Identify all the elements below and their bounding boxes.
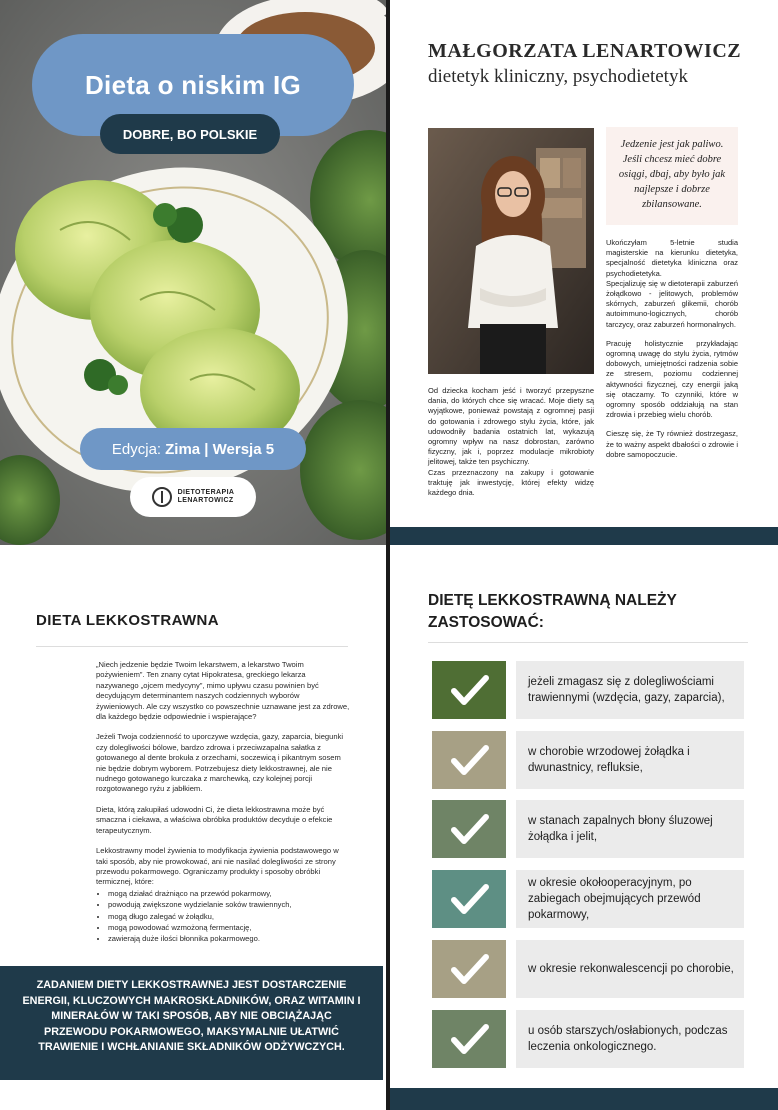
heading-divider xyxy=(428,642,748,643)
bio-paragraph: Cieszę się, że Ty również dostrzegasz, że to ważny aspekt dbałości o zdrowie i dobre samopoczucie. xyxy=(606,429,738,459)
diet-paragraph: Jeżeli Twoja codzienność to uporczywe wzdęcia, gazy, zaparcia, biegunki czy dolegliwości bólowe, bardzo zdrowa i przeciwzapalna sałatka z gotowanego al dente brokuła z orzechami, soczewicą i pikantnym sosem nie będzie dobrym wyborem. Potrzebujesz diety lekkostrawnej, ale nie nudnego gotowanego kurczaka z marchewką, czy kolejnej porcji rozgotowanego ryżu z jabłkiem. xyxy=(96,732,344,794)
check-tab xyxy=(432,731,506,789)
diet-heading: DIETA LEKKOSTRAWNA xyxy=(36,612,220,629)
bio-paragraph: Od dziecka kocham jeść i tworzyć przepyszne dania, do których chce się wracać. Moje diety są wyjątkowe, ponieważ powstają z ogromnej pasji do gotowania i zdrowego stylu życia, które, jak udowodniły badania ostatnich lat, wykazują ogromny wpływ na nasz dobrostan, zarówno fizyczny, jak i, poprzez modulacje mikrobioty jelitowej, także ten psychiczny. xyxy=(428,386,594,467)
check-tab xyxy=(432,800,506,858)
page-gutter-vertical xyxy=(386,0,390,1110)
checkmark-icon xyxy=(432,940,506,998)
edition-badge xyxy=(80,428,306,470)
logo-line-1: DIETOTERAPIA xyxy=(177,489,235,496)
bio-paragraph: Specjalizuję się w dietoterapii zaburzeń żołądkowo - jelitowych, problemów skórnych, zaburzeń glikemii, chorób autoimmuno-logicznych, chorób tarczycy, oraz zaburzeń hormonalnych. xyxy=(606,278,738,329)
bio-paragraph: Czas przeznaczony na zakupy i gotowanie traktuję jak inwestycję, której efekty widzę każdego dnia. xyxy=(428,467,594,498)
bio-paragraph: Pracuję holistycznie przykładając ogromną uwagę do stylu życia, rytmów dobowych, umiejętności radzenia sobie ze stresem, poziomu codziennej aktywności fizycznej, czy energii jaką się otaczamy. To czynniki, które w ogromny sposób oddziałują na stan zdrowia i przebieg wielu chorób. xyxy=(606,338,738,420)
author-bio-right xyxy=(606,238,738,469)
edition-value: Zima | Wersja 5 xyxy=(165,440,275,458)
checkmark-icon xyxy=(432,1010,506,1068)
diet-paragraph: Lekkostrawny model żywienia to modyfikacja żywienia podstawowego w taki sposób, aby nie prowokować, ani nie nasilać dolegliwości ze strony przewodu pokarmowego. Ograniczamy produkty i sposoby obróbki termicznej, które: xyxy=(96,846,339,887)
author-quote: Jedzenie jest jak paliwo. Jeśli chcesz mieć dobre osiągi, dbaj, aby było jak najlepsze i dobrze zbilansowane. xyxy=(606,127,738,225)
checklist-item-text: w okresie rekonwalescencji po chorobie, xyxy=(528,963,734,975)
author-bio-left xyxy=(428,386,594,498)
author-name: MAŁGORZATA LENARTOWICZ xyxy=(428,40,742,62)
checklist-item-text: u osób starszych/osłabionych, podczas leczenia onkologicznego. xyxy=(528,1025,728,1053)
cover-title: Dieta o niskim IG xyxy=(32,34,354,136)
list-item: • mogą działać drażniąco na przewód pokarmowy, xyxy=(108,889,350,899)
author-role: dietetyk kliniczny, psychodietetyk xyxy=(428,66,688,87)
checklist-item xyxy=(432,731,744,789)
checklist-item xyxy=(432,800,744,858)
checklist-item xyxy=(432,1010,744,1068)
checkmark-icon xyxy=(432,800,506,858)
checkmark-icon xyxy=(432,870,506,928)
apply-page xyxy=(390,560,778,1110)
diet-paragraph: „Niech jedzenie będzie Twoim lekarstwem, a lekarstwo Twoim pożywieniem”. Ten znany cytat Hipokratesa, greckiego lekarza nazywanego „ojcem medycyny”, mimo upływu czasu powinien być decydującym determinantem naszych codziennych wyborów żywieniowych. Ale czy wszystko co powszechnie uznawane jest za zdrowe, dla każdego będzie odpowiednie i wspierające? xyxy=(96,660,350,722)
diet-paragraph: Dieta, którą zakupiłaś udowodni Ci, że dieta lekkostrawna może być smaczna i ciekawa, a właściwa obróbka produktów decyduje o efekcie terapeutycznym. xyxy=(96,804,333,835)
list-item: • mogą długo zalegać w żołądku, xyxy=(108,912,350,922)
list-item: • zawierają duże ilości błonnika pokarmowego. xyxy=(108,934,350,944)
check-tab xyxy=(432,661,506,719)
page-footer-bar xyxy=(390,527,778,545)
diet-summary-banner: ZADANIEM DIETY LEKKOSTRAWNEJ JEST DOSTARCZENIE ENERGII, KLUCZOWYCH MAKROSKŁADNIKÓW, ORAZ WITAMIN I MINERAŁÓW W TAKI SPOSÓB, ABY NIE OBCIĄŻAJĄC PRZEWODU POKARMOWEGO, MAKSYMALNIE UŁATWIĆ TRAWIENIE I WCHŁANIANIE SKŁADNIKÓW ODŻYWCZYCH. xyxy=(0,966,383,1080)
list-item: • powodują zwiększone wydzielanie soków trawiennych, xyxy=(108,900,350,910)
apply-heading: DIETĘ LEKKOSTRAWNĄ NALEŻY ZASTOSOWAĆ: xyxy=(428,592,677,631)
author-page xyxy=(390,0,778,545)
logo-mark-icon xyxy=(152,487,172,507)
cover-subtitle: DOBRE, BO POLSKIE xyxy=(100,114,280,154)
check-tab xyxy=(432,870,506,928)
checklist-item xyxy=(432,661,744,719)
checklist-item xyxy=(432,940,744,998)
diet-bullet-list xyxy=(108,889,350,945)
checklist-item-text: w chorobie wrzodowej żołądka i dwunastnicy, refluksie, xyxy=(528,746,690,774)
check-tab xyxy=(432,940,506,998)
checklist-item-text: jeżeli zmagasz się z dolegliwościami trawiennymi (wzdęcia, gazy, zaparcia), xyxy=(528,676,725,704)
list-item: • mogą powodować wzmożoną fermentację, xyxy=(108,923,350,933)
page-footer-bar xyxy=(390,1088,778,1110)
logo-text xyxy=(178,489,235,505)
logo-line-2: LENARTOWICZ xyxy=(177,497,234,504)
bio-paragraph: Ukończyłam 5-letnie studia magisterskie na kierunku dietetyka, specjalność dietetyka kliniczna oraz psychodietetyka. xyxy=(606,238,738,278)
heading-divider xyxy=(36,646,348,647)
cover-page xyxy=(0,0,386,545)
author-photo xyxy=(428,128,594,374)
checklist-item-text: w stanach zapalnych błony śluzowej żołądka i jelit, xyxy=(528,815,713,843)
checkmark-icon xyxy=(432,661,506,719)
edition-prefix: Edycja: xyxy=(111,440,162,458)
diet-page xyxy=(0,560,386,1110)
brand-logo xyxy=(130,477,256,517)
checkmark-icon xyxy=(432,731,506,789)
checklist-item xyxy=(432,870,744,928)
check-tab xyxy=(432,1010,506,1068)
checklist-item-text: w okresie okołooperacyjnym, po zabiegach obejmujących przewód pokarmowy, xyxy=(528,877,701,921)
diet-body xyxy=(96,660,350,946)
